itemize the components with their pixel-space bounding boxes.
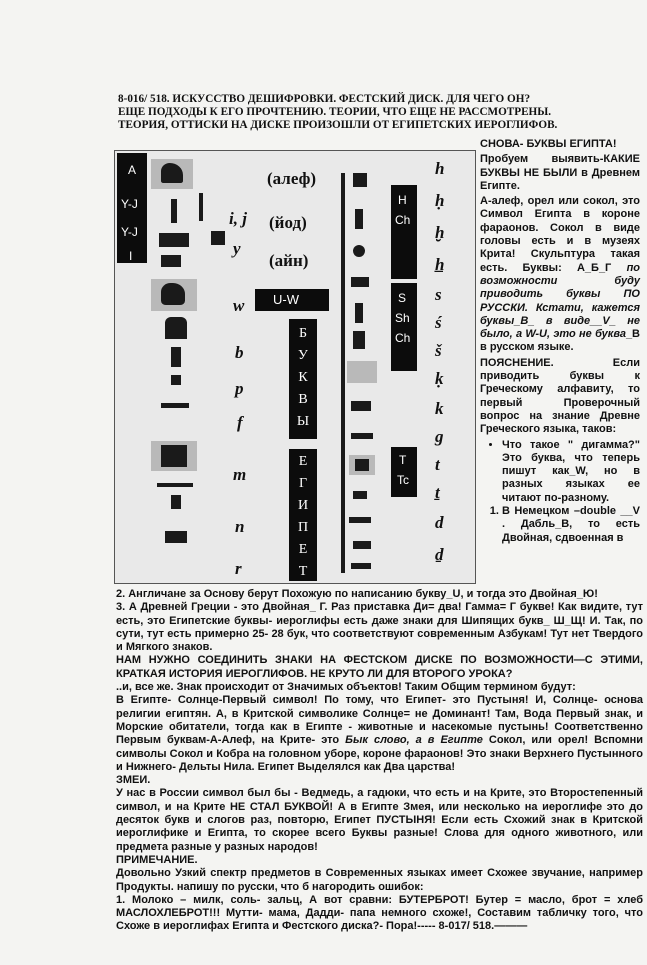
rc-6: ś xyxy=(435,313,442,332)
rc-3: ḫ xyxy=(435,223,445,242)
label-i: I xyxy=(129,249,133,263)
body-p9: Довольно Узкий спектр предметов в Современных языках имеет Схожее звучание, например Продукты. напишу по русски, что б нагородить ошибок: xyxy=(116,867,643,893)
body-p2: 3. А Древней Греции - это Двойная_ Г. Раз приставка Ди= два! Гамма= Г букве! Как видите, тут есть, это Египетские буквы- иероглифы есть даже знаки для Шипящих букв_ Ш_Щ! И. Так, по сути, тут есть примерно 25- 28 бук, что соответствуют современным Азбукам! Тут нет Твердого и Мягкого знаков. xyxy=(116,601,643,654)
block-a-yj xyxy=(117,153,147,263)
label-bukvy: Б У К В Ы xyxy=(296,326,310,429)
placenta-glyph xyxy=(353,245,365,257)
cloth-glyph xyxy=(353,331,365,349)
stroke-glyph-1 xyxy=(199,193,203,221)
rc-10: g xyxy=(435,427,444,446)
body-p3: НАМ НУЖНО СОЕДИНИТЬ ЗНАКИ НА ФЕСТСКОМ ДИСКЕ ПО ВОЗМОЖНОСТИ—С ЭТИМИ, КРАТКАЯ ИСТОРИЯ ИЕРОГЛИФОВ. НЕ КРУТО ЛИ ДЛЯ ВТОРОГО УРОКА? xyxy=(116,654,643,680)
label-a: A xyxy=(128,163,137,177)
sidebar-p3: А-алеф, орел или сокол, это Символ Египта в короне фараонов. Сокол в виде головы есть и в музеях Крита! Скульптура такая есть. Буквы: А_Б_Г по возможности буду приводить буквы ПО РУССКИ. Кстати, кажется буквы_В_ в виде__V_ не было, а W-U, это не буква_В в русском языке. xyxy=(480,195,641,354)
body-p5: В Египте- Солнце-Первый символ! По тому, что Египет- это Пустыня! И, Солнце- основа религии египтян. А, в Критской символике Солнце= не Доминант! Там, Вода Первый знак, и Морские обитатели, тогда как в Египте - животные и насекомые пустынь! Соответственно Первым буквам-А-Алеф, на Крите- это Бык слово, а в Египте Сокол, или орел! Вспомни символы Сокол и Кобра на головном уборе, короне фараонов! Это знаки Верхнего Пустынного и Нижнего- Дельты Нила. Египет Выделялся как Два царства! xyxy=(116,694,644,773)
pool-glyph xyxy=(347,361,377,383)
label-yj-1: Y-J xyxy=(121,197,138,211)
belly-glyph xyxy=(351,277,369,287)
hieroglyph-table-figure xyxy=(114,150,476,584)
body-p1: 2. Англичане за Основу берут Похожую по написанию букву_U, и тогда это Двойная_Ю! xyxy=(116,588,598,600)
label-s: S xyxy=(398,291,407,305)
block-t-tc xyxy=(391,447,417,497)
sidebar-text xyxy=(480,138,640,545)
body-p8: ПРИМЕЧАНИЕ. xyxy=(116,853,198,866)
page-header xyxy=(118,93,628,132)
hill-glyph xyxy=(351,401,371,411)
rc-12: ṯ xyxy=(435,483,440,502)
lat-f: f xyxy=(237,413,243,432)
sidebar-p4: ПОЯСНЕНИЕ. Если приводить буквы к Греческому алфавиту, то первый Проверочный вопрос на знание Древне Греческого языка, таков: xyxy=(480,356,640,436)
body-p7: У нас в России символ был бы - Ведмедь, а гадюки, что есть и на Крите, это Второстепенный символ, и на Крите НЕ СТАЛ БУКВОЙ! А в Египте Змея, или несколько на иероглифе это до десяток букв и слогов раз, повторю, Египет ПУСТЫНЯ! Если есть Схожий знак в Критской иероглифике и Египта, то скорее всего Буквы разные! Слова для одного животного, или предмета разные у разных народов! xyxy=(116,787,643,853)
lat-n: n xyxy=(235,517,245,536)
viper-glyph xyxy=(161,403,189,408)
sidebar-p2: Пробуем выявить-КАКИЕ БУКВЫ НЕ БЫЛИ в Древнем Египте. xyxy=(480,153,640,192)
lat-b: b xyxy=(235,343,244,362)
label-yj-2: Y-J xyxy=(121,225,138,239)
block-h-ch xyxy=(391,185,417,279)
rc-4: h̲ xyxy=(435,255,445,274)
hand-glyph xyxy=(353,541,371,549)
rc-14: ḏ xyxy=(435,545,444,564)
sidebar-p1: СНОВА- БУКВЫ ЕГИПТА! xyxy=(480,138,617,150)
spiral-glyph xyxy=(353,173,367,187)
header-line-2: ЕЩЕ ПОДХОДЫ К ЕГО ПРОЧТЕНИЮ. ТЕОРИИ, ЧТО ЕЩЕ НЕ РАССМОТРЕНЫ. xyxy=(118,106,552,118)
bread-glyph xyxy=(353,491,367,499)
rc-13: d xyxy=(435,513,444,532)
rc-7: š xyxy=(435,341,442,360)
body-p6: ЗМЕИ. xyxy=(116,774,151,787)
label-uw: U-W xyxy=(273,292,299,307)
label-egipet: Е Г И П Е Т xyxy=(297,454,309,579)
rc-1: h xyxy=(435,159,445,178)
rc-2: ḥ xyxy=(435,191,445,210)
lat-y: y xyxy=(233,239,241,258)
label-h: H xyxy=(398,193,407,207)
label-ch-2: Ch xyxy=(395,331,411,345)
lat-p: p xyxy=(235,379,244,398)
rc-9: k xyxy=(435,399,444,418)
water-glyph xyxy=(157,483,193,487)
rc-11: t xyxy=(435,455,440,474)
owl-glyph xyxy=(151,441,197,471)
block-egipet xyxy=(289,449,317,581)
lat-r: r xyxy=(235,559,242,578)
sidebar-numbered-list xyxy=(480,505,640,545)
mat-glyph xyxy=(171,347,181,367)
block-s-sh-ch xyxy=(391,283,417,371)
header-line-1: 8-016/ 518. ИСКУССТВО ДЕШИФРОВКИ. ФЕСТСКИЙ ДИСК. ДЛЯ ЧЕГО ОН? xyxy=(118,93,531,105)
wick-glyph xyxy=(355,209,363,229)
lion-glyph xyxy=(165,531,187,543)
lat-m: m xyxy=(233,465,247,484)
vulture-glyph xyxy=(151,159,193,189)
sidebar-numbered-1: 1. В Немецком –double __V . Дабль_В, то есть Двойная, сдвоенная в xyxy=(502,505,640,545)
reed-glyph xyxy=(171,199,177,223)
mouth-glyph xyxy=(171,495,181,509)
bolt-glyph xyxy=(355,303,363,323)
header-line-3: ТЕОРИЯ, ОТТИСКИ НА ДИСКЕ ПРОИЗОШЛИ ОТ ЕГИПЕТСКИХ ИЕРОГЛИФОВ. xyxy=(118,119,558,131)
rc-8: ḳ xyxy=(435,369,444,388)
body-p4: ..и, все же. Знак происходит от Значимых объектов! Таким Общим термином будут: xyxy=(116,681,576,694)
sidebar-bullet-list xyxy=(480,439,640,505)
label-sh: Sh xyxy=(395,311,410,325)
stroke-glyph-2 xyxy=(211,231,225,245)
sidebar-bullet-1: • Что такое " дигамма?" Это буква, что теперь пишут как_W, но в разных языках ее читают по-разному. xyxy=(502,439,640,505)
basket-glyph xyxy=(351,433,373,439)
tr-ayn: (айн) xyxy=(269,251,309,270)
block-bukvy xyxy=(289,319,317,439)
leg-glyph xyxy=(165,317,187,339)
lat-ij: i, j xyxy=(229,209,247,228)
jar-stand-glyph xyxy=(349,455,375,475)
body-text xyxy=(116,588,643,934)
label-ch: Ch xyxy=(395,213,411,227)
label-tc: Tc xyxy=(397,473,409,487)
arm-glyph xyxy=(161,255,181,267)
tr-alef: (алеф) xyxy=(267,169,317,188)
divider-line xyxy=(341,173,345,573)
label-t: T xyxy=(399,453,407,467)
double-reed-glyph xyxy=(159,233,189,247)
body-p10: 1. Молоко – милк, соль- зальц, А вот сравни: БУТЕРБРОТ! Бутер = масло, брот = хлеб МАСЛОХЛЕБРОТ!!! Мутти- мама, Дадди- папа немного схоже!, Составим табличку того, что Схоже в иероглифах Египта и Фестского диска?- Пора!----- 8-017/ 518.——— xyxy=(116,893,643,933)
tr-yod: (йод) xyxy=(269,213,307,232)
square-glyph xyxy=(171,375,181,385)
lat-w: w xyxy=(233,296,245,315)
cobra-glyph xyxy=(351,563,371,569)
rc-5: s xyxy=(435,285,442,304)
block-uw xyxy=(255,289,329,311)
quail-glyph xyxy=(151,279,197,311)
tether-glyph xyxy=(349,517,371,523)
